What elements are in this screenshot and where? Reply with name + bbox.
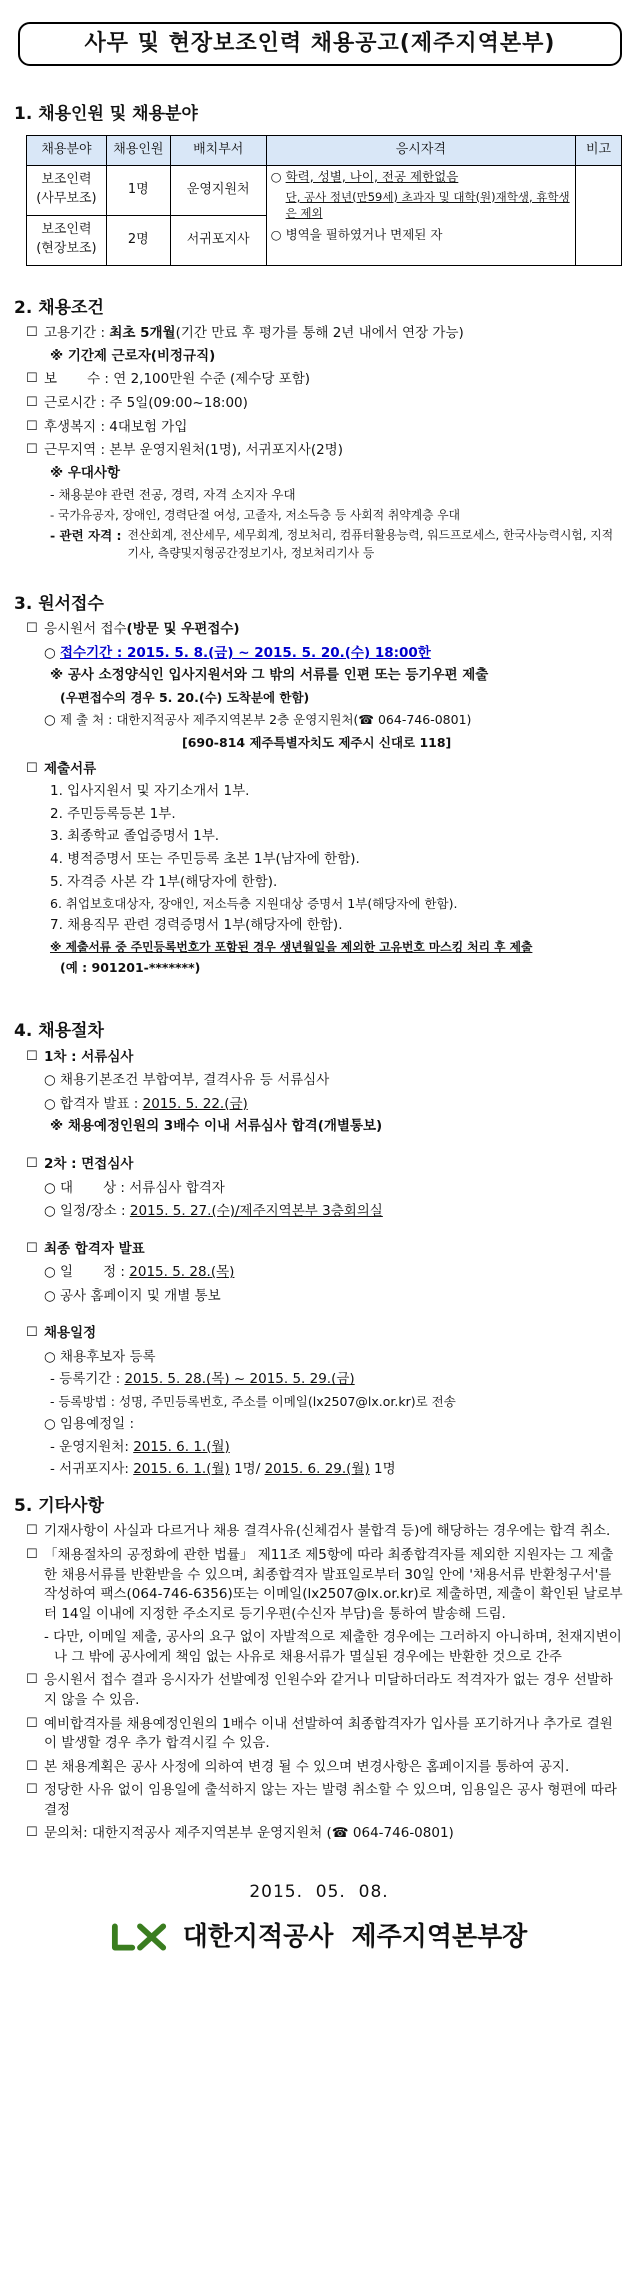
list-item [14, 1348, 624, 1368]
label: - 서귀포지사: [50, 1461, 129, 1478]
note-text: 정당한 사유 없이 임용일에 출석하지 않는 자는 발령 취소할 수 있으며, 임용일은 공사 형편에 따라 결정 [44, 1782, 617, 1818]
list-item [14, 760, 624, 780]
list-item [14, 1715, 624, 1754]
docs-item: 4. 병적증명서 또는 주민등록 초본 1부(남자에 한함). [50, 851, 360, 868]
list-item [14, 394, 624, 414]
list-item [14, 1263, 624, 1283]
qualification-text: 학력, 성별, 나이, 전공 제한없음 [285, 168, 459, 184]
preference-item [14, 527, 624, 561]
period-note: (기간 만료 후 평가를 통해 2년 내에서 연장 가능) [175, 325, 464, 342]
checkbox-icon: ☐ [26, 1758, 38, 1774]
list-item [14, 1522, 624, 1542]
count-text: 1명 [374, 1461, 396, 1478]
qualification-item [271, 169, 571, 186]
ring-icon: ○ [44, 644, 56, 661]
schedule-item: 채용후보자 등록 [60, 1348, 156, 1365]
application-period: 접수기간 : 2015. 5. 8.(금) ~ 2015. 5. 20.(수) 18:00한 [60, 644, 431, 661]
checkbox-icon: ☐ [26, 1672, 38, 1688]
cell-count: 2명 [106, 215, 170, 265]
ring-icon: ○ [270, 168, 282, 184]
final-date: 2015. 5. 28.(목) [129, 1264, 235, 1281]
list-item [14, 324, 624, 344]
note-text: 「채용절차의 공정화에 관한 법률」 제11조 제5항에 따라 최종합격자를 제외한 지원자는 그 제출한 채용서류를 반환받을 수 있으며, 최종합격자 발표일로부터 30일 안에 '채용서류 반환청구서'를 작성하여 팩스(064-746-6356)또는 이메일(lx2507@lx.or.kr)로 제출하면, 제출이 확인된 날로부터 14일 이내에 지정한 주소지로 등기우편(수신자 부담)을 통하여 발송해 드림. [44, 1547, 623, 1622]
cell-qualification [266, 165, 575, 265]
start-date: 2015. 6. 29.(월) [264, 1461, 370, 1478]
checkbox-icon: ☐ [26, 1715, 38, 1731]
list-item [14, 644, 624, 664]
ring-icon: ○ [270, 226, 282, 242]
checkbox-icon: ☐ [26, 1523, 38, 1539]
schedule-subitem [14, 1438, 624, 1458]
checkbox-icon: ☐ [26, 325, 38, 341]
final-notice: 공사 홈페이지 및 개별 통보 [60, 1287, 221, 1304]
schedule-subitem [14, 1370, 624, 1390]
list-item [14, 1781, 624, 1820]
header-dept: 배치부서 [170, 135, 266, 165]
ring-icon: ○ [44, 712, 56, 729]
preference-label: - 관련 자격 : [50, 528, 122, 544]
list-item [14, 1324, 624, 1344]
note-subtext: - 다만, 이메일 제출, 공사의 요구 없이 자발적으로 제출한 경우에는 그러하지 아니하며, 천재지변이나 그 밖에 공사에게 책임 없는 사유로 채용서류가 멸실된 경우에는 반환한 것으로 간주 [44, 1629, 622, 1665]
list-item [14, 1202, 624, 1222]
cell-field: 보조인력 (현장보조) [27, 215, 107, 265]
address-text: [690-814 제주특별자치도 제주시 신대로 118] [182, 734, 452, 750]
start-date: 2015. 6. 1.(월) [133, 1461, 230, 1478]
masking-example: (예 : 901201-*******) [60, 959, 201, 975]
list-item [14, 1415, 624, 1435]
ring-icon: ○ [44, 1203, 56, 1220]
lx-logo-icon [111, 1920, 169, 1954]
checkbox-icon: ☐ [26, 418, 38, 434]
schedule-subitem: - 등록방법 : 성명, 주민등록번호, 주소를 이메일(lx2507@lx.or.kr)로 전송 [50, 1394, 456, 1409]
label: 응시원서 접수 [44, 621, 127, 638]
schedule-title: 채용일정 [44, 1325, 97, 1342]
header-count: 채용인원 [106, 135, 170, 165]
register-period: 2015. 5. 28.(목) ~ 2015. 5. 29.(금) [124, 1371, 355, 1388]
cell-count: 1명 [106, 165, 170, 215]
location-text: 근무지역 : 본부 운영지원처(1명), 서귀포지사(2명) [44, 442, 343, 459]
checkbox-icon: ☐ [26, 1155, 38, 1171]
ring-icon: ○ [44, 1264, 56, 1281]
checkbox-icon: ☐ [26, 1325, 38, 1341]
label: - 등록기간 : [50, 1371, 121, 1388]
section-heading-4: 4. 채용절차 [14, 1021, 104, 1042]
checkbox-icon: ☐ [26, 442, 38, 458]
list-item [14, 1671, 624, 1710]
ring-icon: ○ [44, 1287, 56, 1304]
interview-schedule: 2015. 5. 27.(수)/제주지역본부 3층회의실 [129, 1203, 383, 1220]
list-item [14, 1240, 624, 1260]
label: 합격자 발표 : [60, 1095, 139, 1112]
ring-icon: ○ [44, 1095, 56, 1112]
checkbox-icon: ☐ [26, 1547, 38, 1563]
step2-target: 대 상 : 서류심사 합격자 [60, 1179, 225, 1196]
table-row [27, 165, 622, 215]
note-text: 예비합격자를 채용예정인원의 1배수 이내 선발하여 최종합격자가 입사를 포기하거나 추가로 결원이 발생할 경우 추가 합격시킬 수 있음. [44, 1715, 613, 1752]
receive-method: (방문 및 우편접수) [126, 621, 240, 638]
note-text: ※ 공사 소정양식인 입사지원서와 그 밖의 서류를 인편 또는 등기우편 제출 [50, 667, 489, 684]
label: 고용기간 : [44, 325, 106, 342]
list-item [14, 1824, 624, 1844]
checkbox-icon: ☐ [26, 1048, 38, 1064]
pay-text: 보 수 : 연 2,100만원 수준 (제수당 포함) [44, 371, 311, 388]
section-heading-1: 1. 채용인원 및 채용분야 [14, 104, 198, 124]
note-text: 응시원서 접수 결과 응시자가 선발예정 인원수와 같거나 미달하더라도 적격자가 없는 경우 선발하지 않을 수 있음. [44, 1672, 613, 1708]
section-heading-3: 3. 원서접수 [14, 593, 104, 614]
checkbox-icon: ☐ [26, 394, 38, 410]
list-item [14, 620, 624, 640]
cell-remarks [576, 165, 622, 265]
note-text: 기재사항이 사실과 다르거나 채용 결격사유(신체검사 불합격 등)에 해당하는 경우에는 합격 취소. [44, 1523, 611, 1540]
label: 일정/장소 : [60, 1203, 126, 1220]
organization-name: 대한지적공사 제주지역본부장 [182, 1921, 528, 1952]
hours-text: 근로시간 : 주 5일(09:00~18:00) [44, 394, 248, 411]
list-item [14, 1179, 624, 1199]
preference-text: 전산회계, 전산세무, 세무회계, 정보처리, 컴퓨터활용능력, 워드프로세스, 한국사능력시험, 지적기사, 측량및지형공간정보기사, 정보처리기사 등 [127, 528, 614, 560]
ring-icon: ○ [44, 1179, 56, 1196]
list-item [14, 418, 624, 438]
step2-title: 2차 : 면접심사 [44, 1155, 134, 1172]
checkbox-icon: ☐ [26, 760, 38, 776]
ring-icon: ○ [44, 1072, 56, 1089]
cell-dept: 운영지원처 [170, 165, 266, 215]
preference-item: - 채용분야 관련 전공, 경력, 자격 소지자 우대 [50, 487, 296, 503]
start-date: 2015. 6. 1.(월) [133, 1438, 230, 1455]
docs-item: 3. 최종학교 졸업증명서 1부. [50, 828, 220, 845]
submit-location: 제 출 처 : 대한지적공사 제주지역본부 2층 운영지원처(☎ 064-746-0801) [60, 712, 472, 728]
note-text: ※ 채용예정인원의 3배수 이내 서류심사 합격(개별통보) [50, 1118, 383, 1135]
list-item [14, 1071, 624, 1091]
docs-item: 6. 취업보호대상자, 장애인, 저소득층 지원대상 증명서 1부(해당자에 한함). [50, 896, 458, 912]
list-item [14, 1095, 624, 1115]
recruitment-table [26, 135, 622, 266]
cell-field: 보조인력 (사무보조) [27, 165, 107, 215]
docs-item: 7. 채용직무 관련 경력증명서 1부(해당자에 한함). [50, 917, 343, 934]
ring-icon: ○ [44, 1416, 56, 1433]
final-title: 최종 합격자 발표 [44, 1240, 145, 1257]
schedule-item: 임용예정일 : [60, 1416, 135, 1433]
list-item [14, 1758, 624, 1778]
schedule-subitem [14, 1460, 624, 1480]
list-item [14, 1155, 624, 1175]
table-header-row [27, 135, 622, 165]
header-remarks: 비고 [576, 135, 622, 165]
checkbox-icon: ☐ [26, 1240, 38, 1256]
list-item [14, 441, 624, 461]
cell-dept: 서귀포지사 [170, 215, 266, 265]
contact-text: 문의처: 대한지적공사 제주지역본부 운영지원처 (☎ 064-746-0801) [44, 1825, 454, 1842]
note-subtext: (우편접수의 경우 5. 20.(수) 도착분에 한함) [60, 689, 310, 705]
checkbox-icon: ☐ [26, 1825, 38, 1841]
ring-icon: ○ [44, 1348, 56, 1365]
section-heading-5: 5. 기타사항 [14, 1495, 104, 1516]
qualification-exception: 단, 공사 정년(만59세) 초과자 및 대학(원)재학생, 휴학생은 제외 [285, 189, 570, 220]
label: - 운영지원처: [50, 1438, 129, 1455]
header-field: 채용분야 [27, 135, 107, 165]
docs-item: 2. 주민등록등본 1부. [50, 805, 176, 822]
docs-title: 제출서류 [44, 760, 97, 777]
qualification-text: 병역을 필하였거나 면제된 자 [285, 226, 443, 242]
docs-item: 1. 입사지원서 및 자기소개서 1부. [50, 783, 250, 800]
preference-item: - 국가유공자, 장애인, 경력단절 여성, 고졸자, 저소득층 등 사회적 취약계층 우대 [50, 508, 461, 523]
announce-date: 2015. 5. 22.(금) [142, 1095, 248, 1112]
label: 일 정 : [60, 1264, 125, 1281]
list-item [14, 1048, 624, 1068]
note-text: 본 채용계획은 공사 사정에 의하여 변경 될 수 있으며 변경사항은 홈페이지를 통하여 공지. [44, 1758, 570, 1775]
step1-detail: 채용기본조건 부합여부, 결격사유 등 서류심사 [60, 1072, 330, 1089]
section-heading-2: 2. 채용조건 [14, 297, 104, 318]
period-value: 최초 5개월 [109, 325, 176, 342]
count-text: 1명/ [234, 1461, 261, 1478]
checkbox-icon: ☐ [26, 1782, 38, 1798]
welfare-text: 후생복지 : 4대보험 가입 [44, 418, 188, 435]
page-title: 사무 및 현장보조인력 채용공고(제주지역본부) [18, 22, 622, 66]
signature-block [14, 1919, 624, 1957]
list-item [14, 370, 624, 390]
note-text: ※ 기간제 근로자(비정규직) [50, 347, 216, 364]
list-item [14, 711, 624, 731]
header-qualification: 응시자격 [266, 135, 575, 165]
checkbox-icon: ☐ [26, 621, 38, 637]
checkbox-icon: ☐ [26, 371, 38, 387]
issue-date: 2015. 05. 08. [249, 1881, 389, 1902]
qualification-item [271, 227, 571, 244]
list-item [14, 1287, 624, 1307]
list-item [14, 1546, 624, 1624]
step1-title: 1차 : 서류심사 [44, 1048, 134, 1065]
docs-item: 5. 자격증 사본 각 1부(해당자에 한함). [50, 873, 278, 890]
preference-title: ※ 우대사항 [50, 464, 120, 481]
masking-note: ※ 제출서류 중 주민등록번호가 포함된 경우 생년월일을 제외한 고유번호 마스킹 처리 후 제출 [50, 939, 533, 954]
